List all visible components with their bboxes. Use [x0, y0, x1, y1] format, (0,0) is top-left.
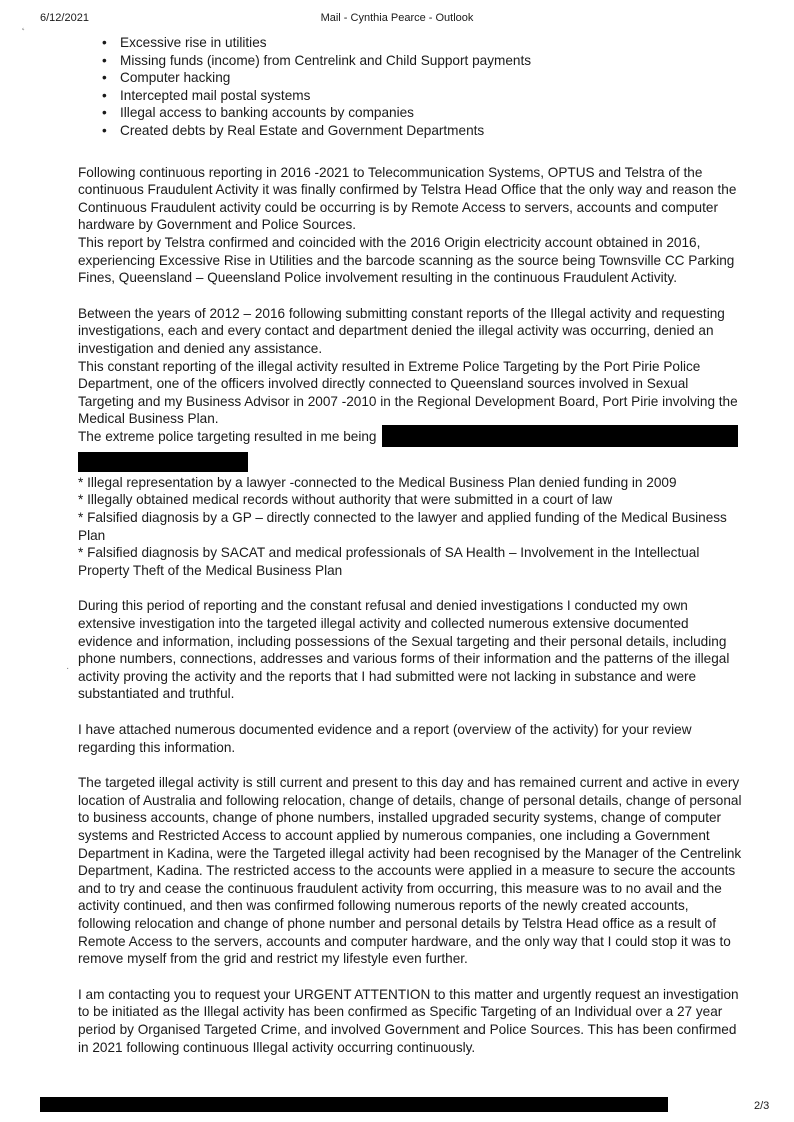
redaction-block [382, 425, 738, 447]
bullet-dot-icon: • [102, 52, 107, 68]
list-item: • Illegal access to banking accounts by companies [102, 105, 414, 121]
paragraph-attached-evidence: I have attached numerous documented evidence and a report (overview of the activity) for your review regarding this information. [78, 722, 692, 755]
letter-body [78, 34, 742, 1056]
bullet-dot-icon: • [102, 87, 107, 103]
paragraph-telstra-report: Following continuous reporting in 2016 -2021 to Telecommunication Systems, OPTUS and Telstra of the continuous Fraudulent Activity it was finally confirmed by Telstra Head Office that the only way and reason the Continuous Fraudulent activity could be occurring is by Remote Access to servers, accounts and computer hardware by Government and Police Sources. [78, 164, 737, 233]
paragraph-police-targeting: This constant reporting of the illegal activity resulted in Extreme Police Targeting by the Port Pirie Police Department, one of the officers involved directly connected to Queensland sources involved in Sexual Targeting and my Business Advisor in 2007 -2010 in the Regional Development Board, Port Pirie involving the Medical Business Plan. [78, 358, 738, 427]
print-date: 6/12/2021 [40, 12, 89, 24]
list-item: • Excessive rise in utilities [102, 35, 267, 50]
page-number: 2/3 [754, 1100, 770, 1112]
paragraph-targeting-result [78, 428, 742, 450]
star-item: * Falsified diagnosis by a GP – directly connected to the lawyer and applied funding of the Medical Business Plan [78, 510, 727, 543]
list-item: • Intercepted mail postal systems [102, 87, 311, 103]
paragraph-2012-2016: Between the years of 2012 – 2016 following submitting constant reports of the Illegal activity and requesting investigations, each and every contact and department denied the illegal activity was occurring, denied an investigation and denied any assistance. [78, 305, 725, 356]
paragraph-urgent-request: I am contacting you to request your URGENT ATTENTION to this matter and urgently request an investigation to be initiated as the Illegal activity has been confirmed as Specific Targeting of an Individual over a 27 year period by Organised Targeted Crime, and involved Government and Police Sources. This has been confirmed in 2021 following continuous Illegal activity occurring continuously. [78, 986, 739, 1055]
star-item: * Falsified diagnosis by SACAT and medical professionals of SA Health – Involvement in the Intellectual Property Theft of the Medical Business Plan [78, 545, 700, 578]
redaction-block [78, 452, 248, 472]
paragraph-own-investigation: During this period of reporting and the constant refusal and denied investigations I conducted my own extensive investigation into the targeted illegal activity and collected numerous extensive documented evidence and information, including possessions of the Sexual targeting and their personal details, including phone numbers, connections, addresses and various forms of their information and the patterns of the illegal activity proving the activity and the reports that I had submitted were not lacking in substance and were substantiated and truthful. [78, 598, 730, 702]
bullet-dot-icon: • [102, 122, 107, 138]
paragraph-targeting-result-text: The extreme police targeting resulted in me being [78, 428, 377, 444]
list-item: • Created debts by Real Estate and Government Departments [102, 122, 485, 138]
bullet-list [78, 34, 742, 140]
scan-speck: · [66, 663, 70, 674]
star-item: * Illegally obtained medical records without authority that were submitted in a court of law [78, 492, 613, 508]
bullet-dot-icon: • [102, 105, 107, 121]
paragraph-origin-account: This report by Telstra confirmed and coincided with the 2016 Origin electricity account obtained in 2016, experiencing Excessive Rise in Utilities and the barcode scanning as the source being Townsville CC Parking Fines, Queensland – Queensland Police involvement resulting in the continuous Fraudulent Activity. [78, 234, 735, 286]
paragraph-current-activity: The targeted illegal activity is still current and present to this day and has remained current and active in every location of Australia and following relocation, change of details, change of personal details, change of personal to business accounts, change of phone numbers, installed upgraded security systems, change of computer systems and Restricted Access to account applied by numerous companies, one including a Government Department in Kadina, were the Targeted illegal activity had been recognised by the Manager of the Centrelink Department, Kadina. The restricted access to the accounts were applied in a measure to secure the accounts and to try and cease the continuous fraudulent activity from occurring, this measure was to no avail and the activity continued, and then was confirmed following numerous reports of the newly created accounts, following relocation and change of phone number and personal details by Telstra Head office as a result of Remote Access to the servers, accounts and computer hardware, and the only way that I could stop it was to remove myself from the grid and restrict my lifestyle even further. [78, 775, 742, 967]
list-item: • Computer hacking [102, 70, 231, 86]
star-item: * Illegal representation by a lawyer -connected to the Medical Business Plan denied funding in 2009 [78, 474, 677, 490]
print-header-title: Mail - Cynthia Pearce - Outlook [320, 12, 474, 24]
bullet-dot-icon: • [102, 70, 107, 86]
footer-redaction-block [40, 1097, 668, 1112]
redaction-line [78, 452, 742, 474]
scan-speck: ˛ [22, 20, 26, 31]
bullet-dot-icon: • [102, 35, 107, 50]
list-item: • Missing funds (income) from Centrelink and Child Support payments [102, 52, 532, 68]
